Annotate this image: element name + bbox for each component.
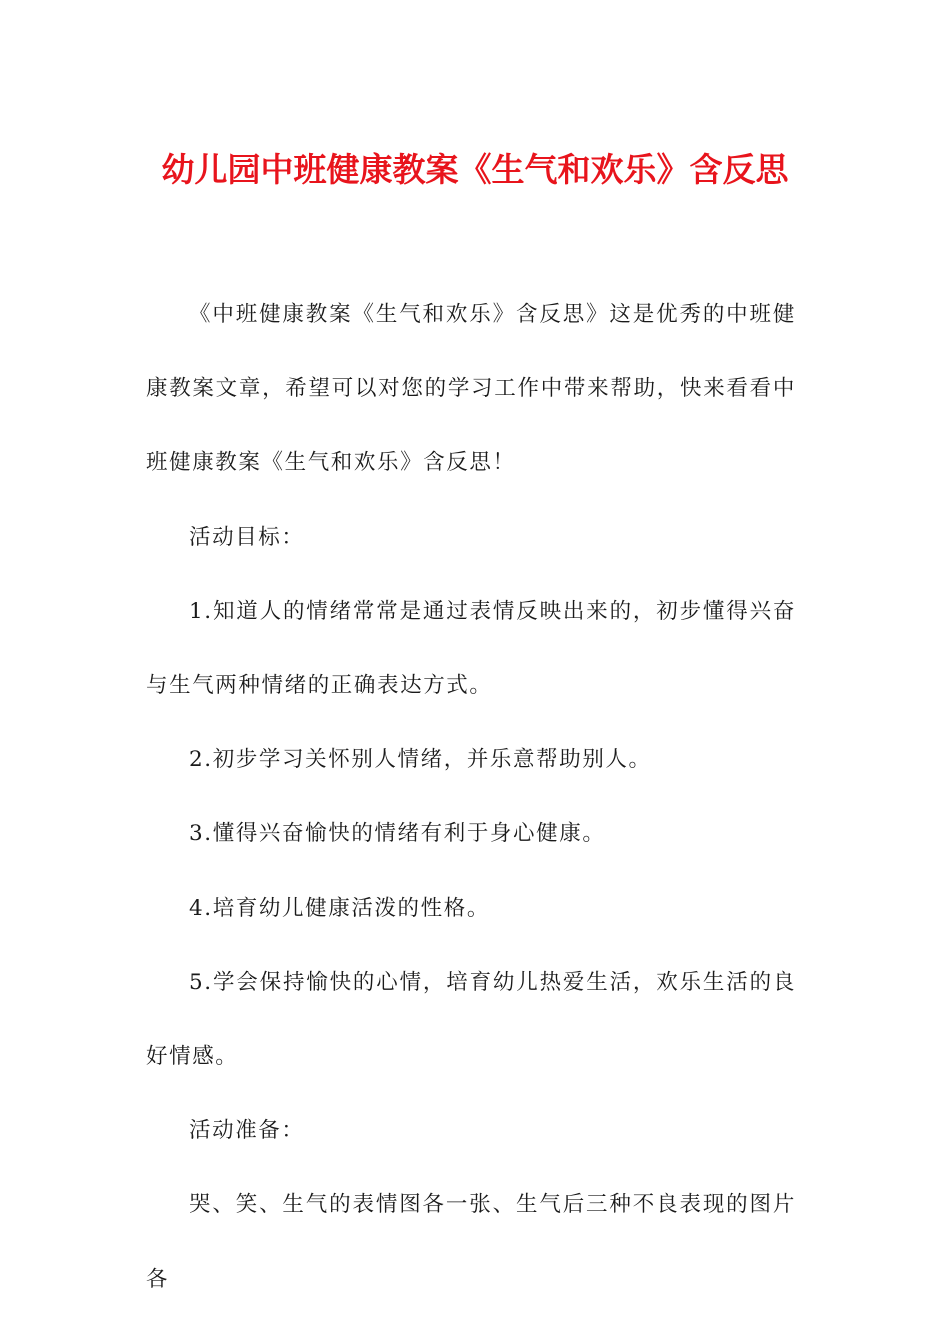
goal-item-4: 4.培育幼儿健康活泼的性格。 xyxy=(189,895,490,921)
document-title: 幼儿园中班健康教案《生气和欢乐》含反思 xyxy=(161,150,789,189)
section-heading-preparation: 活动准备： xyxy=(189,1118,305,1144)
intro-paragraph: 《中班健康教案《生气和欢乐》含反思》这是优秀的中班健康教案文章，希望可以对您的学习工作中带来帮助，快来看看中班健康教案《生气和欢乐》含反思！ xyxy=(146,302,796,476)
goal-item-2: 2.初步学习关怀别人情绪，并乐意帮助别人。 xyxy=(189,747,652,773)
document-body xyxy=(146,278,796,1317)
section-heading-goals: 活动目标： xyxy=(189,524,305,550)
preparation-paragraph: 哭、笑、生气的表情图各一张、生气后三种不良表现的图片各 xyxy=(146,1192,796,1292)
goal-item-5: 5.学会保持愉快的心情，培育幼儿热爱生活，欢乐生活的良好情感。 xyxy=(146,969,796,1070)
goal-item-3: 3.懂得兴奋愉快的情绪有利于身心健康。 xyxy=(189,821,606,847)
goal-item-1: 1.知道人的情绪常常是通过表情反映出来的，初步懂得兴奋与生气两种情绪的正确表达方式。 xyxy=(146,598,796,699)
